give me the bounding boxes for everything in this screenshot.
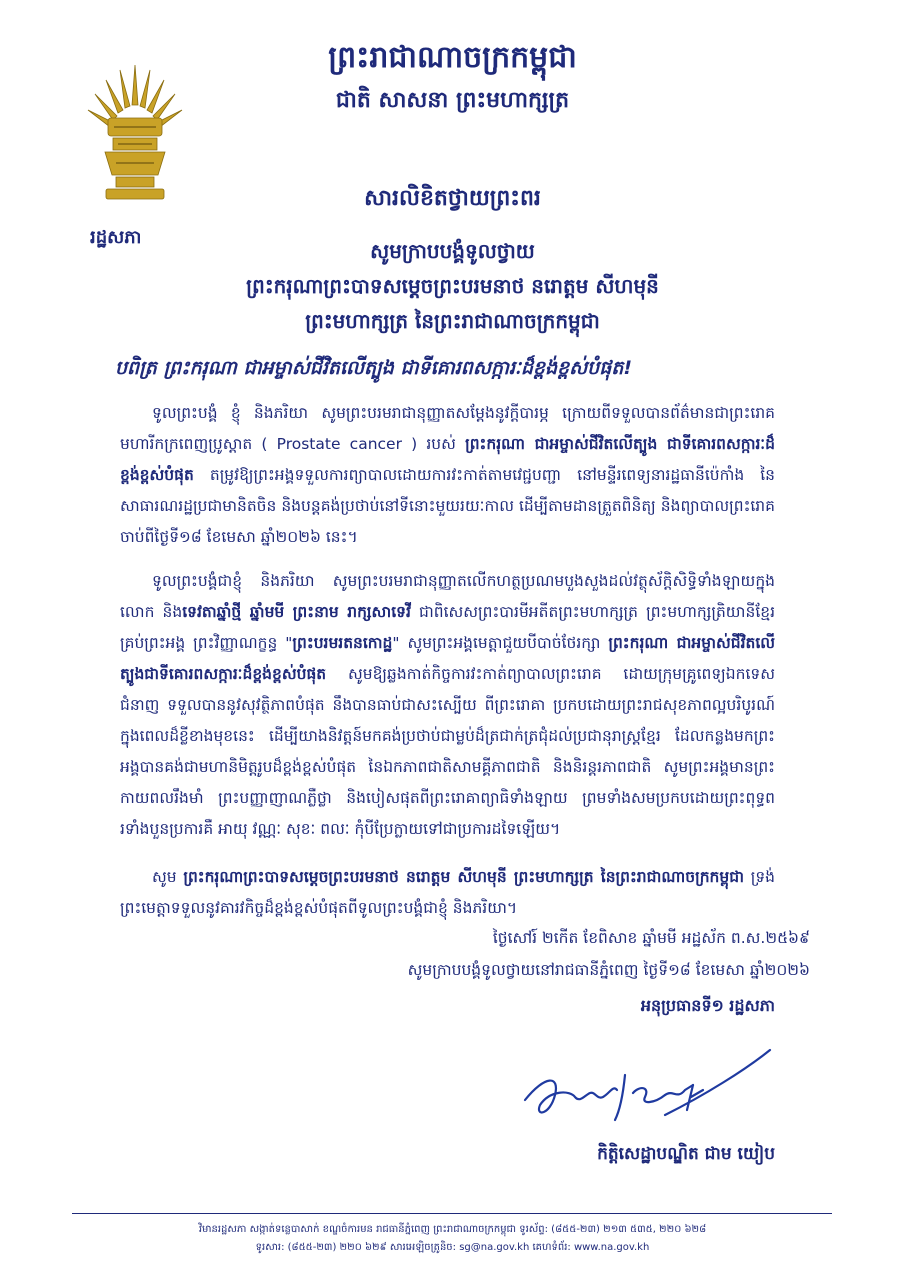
salutation-subject: បពិត្រ ព្រះករុណា ជាអម្ចាស់ជីវិតលើត្បូង ជាទីគោរពសក្ការៈដ៏ខ្ពង់ខ្ពស់បំផុត! [115, 357, 633, 379]
letter-type-title: សារលិខិតថ្វាយព្រះពរ [364, 186, 541, 211]
paragraph-1-bold: ព្រះករុណា ជាអម្ចាស់ជីវិតលើត្បូង ជាទីគោរពសក្ការៈដ៏ខ្ពង់ខ្ពស់បំផុត [120, 435, 775, 484]
lunar-date-line: ថ្ងៃសៅរ៍ ២កើត ខែពិសាខ ឆ្នាំមមី អដ្ឋស័ក ព.ស.២៥៦៩ [492, 929, 810, 947]
footer-divider [72, 1213, 832, 1214]
signer-title: អនុប្រធានទី១ រដ្ឋសភា [640, 996, 775, 1015]
paragraph-3-bold: ព្រះករុណាព្រះបាទសម្តេចព្រះបរមនាថ នរោត្តម សីហមុនី ព្រះមហាក្សត្រ នៃព្រះរាជាណាចក្រកម្ពុជា [183, 868, 744, 886]
handwritten-signature-icon [515, 1045, 775, 1135]
paragraph-3-text-a: សូម [152, 868, 184, 886]
kingdom-title: ព្រះរាជាណាចក្រកម្ពុជា [328, 40, 577, 75]
addressee-line-1: សូមក្រាបបង្គំទូលថ្វាយ [370, 239, 535, 263]
place-date-line: សូមក្រាបបង្គំទូលថ្វាយនៅរាជធានីភ្នំពេញ ថ្ងៃទី១៨ ខែមេសា ឆ្នាំ២០២៦ [407, 961, 810, 979]
addressee-line-2: ព្រះករុណាព្រះបាទសម្តេចព្រះបរមនាថ នរោត្តម សីហមុនី [246, 274, 659, 298]
body-paragraph-2 [120, 566, 775, 845]
paragraph-1-text-b: តម្រូវឱ្យព្រះអង្គទទួលការព្យាបាលដោយការវះកាត់តាមវេជ្ជបញ្ជា នៅមន្ទីរពេទ្យនារដ្ឋធានីប៉េកាំង នៃសាធារណរដ្ឋប្រជាមានិតចិន និងបន្តគង់ប្រថាប់នៅទីនោះមួយរយៈកាល ដើម្បីតាមដានត្រួតពិនិត្យ និងព្យាបាលព្រះរោគ ចាប់ពីថ្ងៃទី១៨ ខែមេសា ឆ្នាំ២០២៦ នេះ។ [120, 466, 775, 546]
signer-name: កិត្តិសេដ្ឋាបណ្ឌិត ជាម យៀប [597, 1144, 775, 1164]
addressee-line-3: ព្រះមហាក្សត្រ នៃព្រះរាជាណាចក្រកម្ពុជា [305, 309, 600, 333]
national-motto: ជាតិ សាសនា ព្រះមហាក្សត្រ [335, 88, 570, 113]
paragraph-1-text-a: ទូលព្រះបង្គំ ខ្ញុំ និងភរិយា សូមព្រះបរមរាជានុញ្ញាតសម្តែងនូវក្តីបារម្ភ ក្រោយពីទទួលបានព័ត៌មានជាព្រះរោគមហារីកក្រពេញប្រូស្តាត ( Prostate cancer ) របស់ [120, 404, 775, 453]
paragraph-2-text-d: សូមឱ្យឆ្លងកាត់កិច្ចការវះកាត់ព្យាបាលព្រះរោគ ដោយក្រុមគ្រូពេទ្យឯកទេសជំនាញ ទទួលបាននូវសុវត្ថិភាពបំផុត នឹងបានធាប់ជាសះស្បើយ ពីព្រះរោគា ប្រកបដោយព្រះរាជសុខភាពល្អបរិបូរណ៍ក្នុងពេលដ៏ខ្លីខាងមុខនេះ ដើម្បីយាងនិវត្តន៍មកគង់ប្រថាប់ជាម្លប់ដ៏ត្រជាក់ត្រជុំដល់ប្រជានុរាស្ត្រខ្មែរ ដែលកន្លងមកព្រះអង្គបានគង់ជាមហានិមិត្តរូបដ៏ខ្ពង់ខ្ពស់បំផុត នៃឯកភាពជាតិសាមគ្គីភាពជាតិ និងនិរន្តរភាពជាតិ សូមព្រះអង្គមានព្រះកាយពលរឹងមាំ ព្រះបញ្ញាញាណភ្លឺថ្លា និងបៀសផុតពីព្រះរោគាព្យាធិទាំងឡាយ ព្រមទាំងសមប្រកបដោយព្រះពុទ្ធពរទាំងបួនប្រការគឺ អាយុ វណ្ណៈ សុខៈ ពលៈ កុំបីប្រែក្លាយទៅជាប្រការដទៃឡើយ។ [120, 665, 775, 838]
paragraph-3-text-b: ទ្រង់ព្រះមេត្តាទទួលនូវគារវកិច្ចដ៏ខ្ពង់ខ្ពស់បំផុតពីទូលព្រះបង្គំជាខ្ញុំ និងភរិយា។ [120, 868, 775, 917]
paragraph-2-bold-3: ព្រះករុណា ជាអម្ចាស់ជីវិតលើត្បូងជាទីគោរពសក្ការៈដ៏ខ្ពង់ខ្ពស់បំផុត [120, 634, 776, 683]
emblem-institution-label: រដ្ឋសភា [90, 227, 142, 248]
body-paragraph-3 [120, 862, 775, 924]
paragraph-2-text-c: " សូមព្រះអង្គមេត្តាជួយបីបាច់ថែរក្សា [392, 634, 609, 652]
footer-address-line: វិមានរដ្ឋសភា សង្កាត់ទន្លេបាសាក់ ខណ្ឌចំការមន រាជធានីភ្នំពេញ ព្រះរាជាណាចក្រកម្ពុជា ទូរស័ព្ទ: (៨៥៥-២៣) ២១៣ ៥៣៥, ២២០ ៦២៨ [198, 1224, 707, 1235]
paragraph-2-text-b: ជាពិសេសព្រះបារមីអតីតព្រះមហាក្សត្រ ព្រះមហាក្សត្រិយានីខ្មែរគ្រប់ព្រះអង្គ ព្រះវិញ្ញាណក្ខន្ធ " [120, 603, 775, 652]
paragraph-2-bold-2: ព្រះបរមរតនកោដ្ឋ [292, 634, 393, 652]
paragraph-2-bold-1: ទេវតាឆ្នាំថ្មី ឆ្នាំមមី ព្រះនាម រាក្សសាទេវី [182, 603, 411, 621]
footer-contact-line: ទូរសារ: (៨៥៥-២៣) ២២០ ៦២៩ សារអេឡិចត្រូនិច: sg@na.gov.kh គេហទំព័រ: www.na.gov.kh [255, 1242, 650, 1253]
paragraph-2-text-a: ទូលព្រះបង្គំជាខ្ញុំ និងភរិយា សូមព្រះបរមរាជានុញ្ញាតលើកហត្ថប្រណមបួងសួងដល់វត្ថុស័ក្តិសិទ្ធិទាំងឡាយក្នុងលោក និង [120, 572, 775, 621]
body-paragraph-1 [120, 398, 775, 553]
